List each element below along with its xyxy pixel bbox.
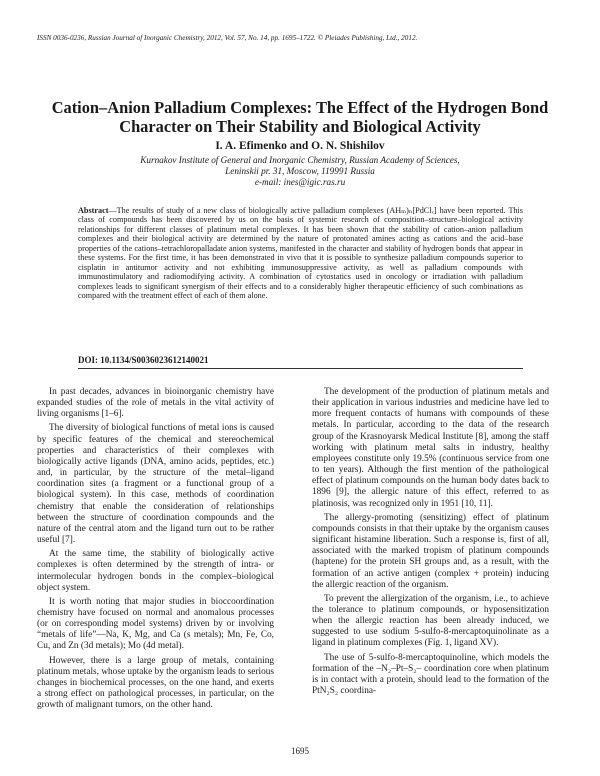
right-column [312,387,549,700]
abstract [78,206,523,301]
doi[interactable]: DOI: 10.1134/S0036023612140021 [78,355,209,365]
paragraph: The development of the production of platinum metals and their application in various industries and medicine have led to more frequent contacts of humans with compounds of these metals. In particular, according to the data of the research group of the Krasnoyarsk Medical Institute [8], among the staff working with platinum metal salts in industry, healthy employees constitute only 19.5% (continuous service from one to ten years). Although the first mention of the pathological effect of platinum compounds on the human body dates back to 1896 [9], the allergic nature of this effect, referred to as platinosis, was recognized only in 1951 [10, 11]. [312,387,549,509]
left-column [37,387,274,714]
paragraph: However, there is a large group of metals, containing platinum metals, whose uptake by the organism leads to serious changes in biochemical processes, on the one hand, and exerts a strong effect on pathological processes, in particular, on the growth of malignant tumors, on the other hand. [37,655,274,711]
section-divider [78,368,523,369]
paragraph: The allergy-promoting (sensitizing) effect of platinum compounds consists in that their uptake by the organism causes significant histamine liberation. Such a response is, first of all, associated with the marked tropism of platinum compounds (haptene) for the protein SH groups and, as a result, with the formation of an active antigen (complex + protein) inducing the allergic reaction of the organism. [312,512,549,590]
paragraph: The diversity of biological functions of metal ions is caused by specific features of the chemical and stereochemical properties and characteristics of their complexes with biologically active ligands (DNA, amino acids, peptides, etc.) and, in particular, by the structure of the metal–ligand coordination sites (a fragment or a functional group of a biological system). In this case, methods of coordination chemistry that enable the consideration of relationships between the structure of coordination compounds and the nature of the central atom and the ligand turn out to be rather useful [7]. [37,423,274,546]
abstract-text: —The results of study of a new class of biologically active palladium complexes (AHₘ)ₙ[PdClₓ] have been reported. This class of compounds has been discovered by us on the basis of systemic research of composition–structure–biological activity relationships for different classes of platinum metal complexes. It has been shown that the stability of cation–anion palladium complexes and their biological activity are determined by the nature of protonated amines acting as cations and the acid–base properties of the cations–tetrachloropalladate anion systems, manifested in the character and stability of hydrogen bonds that appear in these systems. For the first time, it has been demonstrated in vivo that it is possible to synthesize palladium compounds superior to cisplatin in antitumor activity and not exhibiting immunosuppressive activity, as well as palladium compounds with immunostimulatory and radiomodifying activity. A combination of cytostatics used in oncology or irradiation with palladium complexes leads to significant synergism of their effects and to a considerably higher therapeutic efficiency of such combinations as compared with the treatment effect of each of them alone. [78,206,523,301]
article-title: Cation–Anion Palladium Complexes: The Effect of the Hydrogen Bond Character on Their Stability and Biological Activity [51,98,549,136]
affiliation-address: Leninskii pr. 31, Moscow, 119991 Russia [225,166,375,177]
running-header: ISSN 0036-0236, Russian Journal of Inorganic Chemistry, 2012, Vol. 57, No. 14, pp. 1695–1722. © Pleiades Publishing, Ltd., 2012. [37,34,418,42]
affiliation-email[interactable]: e-mail: ines@igic.ras.ru [254,177,346,188]
paragraph: In past decades, advances in bioinorganic chemistry have expanded studies of the role of metals in the vital activity of living organisms [1–6]. [37,387,274,420]
page-number: 1695 [291,746,309,756]
paragraph: The use of 5-sulfo-8-mercaptoquinoline, which models the formation of the –N₂–Pt–S₂– coordination core when platinum is in contact with a protein, should lead to the formation of the PtN₂S₂ coordina- [312,652,549,697]
paragraph: It is worth noting that major studies in bioccoordination chemistry have focused on normal and anomalous processes (or on corresponding model systems) driven by or involving “metals of life”—Na, K, Mg, and Ca (s metals); Mn, Fe, Co, Cu, and Zn (3d metals); Mo (4d metal). [37,596,274,652]
abstract-label: Abstract [78,206,109,215]
paragraph: At the same time, the stability of biologically active complexes is often determined by the strength of intra- or intermolecular hydrogen bonds in the complex–biological object system. [37,549,274,593]
article-authors: I. A. Efimenko and O. N. Shishilov [215,140,385,152]
affiliation-institute: Kurnakov Institute of General and Inorganic Chemistry, Russian Academy of Sciences, [140,155,460,165]
paragraph: To prevent the allergization of the organism, i.e., to achieve the tolerance to platinum compounds, or hyposensitization when the allergic reaction has been already induced, we suggested to use sodium 5-sulfo-8-mercaptoquinolinate as a ligand in platinum complexes (Fig. 1, ligand XV). [312,593,549,649]
affiliation-block [60,155,540,189]
